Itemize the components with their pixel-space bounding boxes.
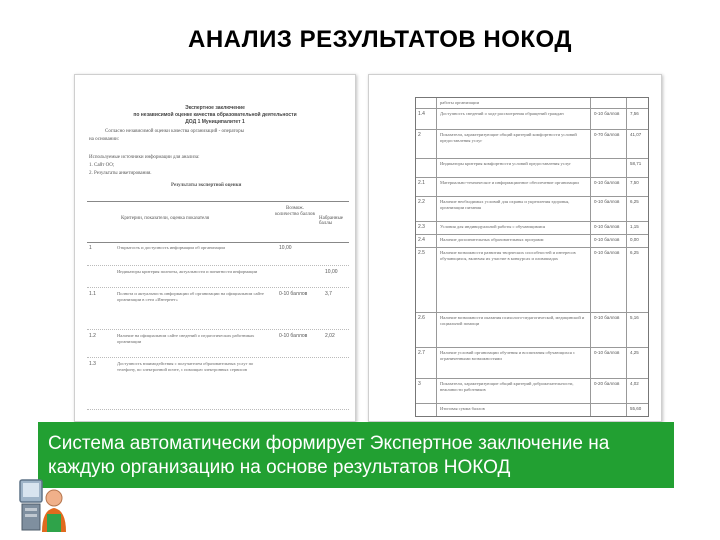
heading-line: Экспертное заключение xyxy=(185,105,245,111)
row-max: 0-10 баллов xyxy=(594,350,620,355)
row-text: Итоговая сумма баллов xyxy=(440,406,485,411)
results-table xyxy=(415,97,649,417)
row-number: 2.4 xyxy=(418,237,425,243)
row-number: 2 xyxy=(418,132,421,138)
header-score: Набранные баллы xyxy=(319,216,344,226)
row-text: Наличие дополнительных образовательных программ xyxy=(440,237,544,242)
row-score: 0,00 xyxy=(630,237,639,242)
row-max: 0-20 баллов xyxy=(594,381,620,386)
table-row xyxy=(87,289,349,330)
row-max: 0-10 баллов xyxy=(594,250,620,255)
document-page-right xyxy=(368,74,662,422)
basis-line: на основании: xyxy=(89,137,120,142)
row-text: Полнота и актуальность информации об организации на официальном сайте организации в сети «Интернет» xyxy=(117,291,264,302)
row-number: 1.1 xyxy=(89,291,96,297)
row-text: работы организации xyxy=(440,100,480,105)
row-number: 2.7 xyxy=(418,350,425,356)
row-number: 2.5 xyxy=(418,250,425,256)
source-item: 2. Результаты анкетирования. xyxy=(89,171,152,176)
table-row xyxy=(416,98,648,109)
source-item: 1. Сайт ОО; xyxy=(89,163,115,168)
row-max: 0-10 баллов xyxy=(594,315,620,320)
row-score: 41,07 xyxy=(630,132,642,137)
row-text: Материально-техническое и информационное обеспечение организации xyxy=(440,180,579,185)
table-row xyxy=(87,267,349,288)
caption-banner xyxy=(38,422,674,488)
row-max: 0-10 баллов xyxy=(594,180,620,185)
row-score: 10,00 xyxy=(325,269,338,275)
table-row xyxy=(416,178,648,197)
row-number: 2.1 xyxy=(418,180,425,186)
table-row xyxy=(416,159,648,178)
heading-line: по независимой оценке качества образовательной деятельности xyxy=(133,112,297,118)
table-row xyxy=(416,197,648,222)
row-number: 2.2 xyxy=(418,199,425,205)
row-score: 4,02 xyxy=(630,381,639,386)
row-score: 2,02 xyxy=(325,333,335,339)
table-row xyxy=(416,222,648,235)
sources-line: Используемые источники информации для анализа: xyxy=(89,155,200,160)
row-text: Открытость и доступность информации об организации xyxy=(117,245,225,250)
row-text: Доступность взаимодействия с получателем образовательных услуг по телефону, по электронной почте, с помощью электронных сервисов xyxy=(117,361,254,372)
table-row xyxy=(416,379,648,404)
row-max: 0-70 баллов xyxy=(594,132,620,137)
table-row xyxy=(87,359,349,410)
row-score: 3,7 xyxy=(325,291,332,297)
table-row xyxy=(416,404,648,415)
row-number: 1.2 xyxy=(89,333,96,339)
row-number: 1.4 xyxy=(418,111,425,117)
row-text: Наличие на официальном сайте сведений о педагогических работниках организации xyxy=(117,333,255,344)
row-text: Наличие возможности развития творческих способностей и интересов обучающихся, включая их участие в конкурсах и олимпиадах xyxy=(440,250,576,261)
row-text: Индикаторы критерия полноты, актуальности и понятности информации xyxy=(117,269,258,274)
row-text: Условия для индивидуальной работы с обучающимися xyxy=(440,224,546,229)
row-max: 10,00 xyxy=(279,245,292,251)
row-text: Наличие условий организации обучения и воспитания обучающихся с ограниченными возможностями xyxy=(440,350,575,361)
heading-line: ДОД 1 Муниципалитет 1 xyxy=(185,119,245,125)
table-row xyxy=(416,348,648,379)
row-number: 2.6 xyxy=(418,315,425,321)
intro-line: Согласно независимой оценки качества организаций - операторы xyxy=(105,129,244,134)
row-max: 0-10 баллов xyxy=(594,199,620,204)
row-text: Показатели, характеризующие общий критерий доброжелательности, вежливости работников xyxy=(440,381,574,392)
table-row xyxy=(416,130,648,159)
row-text: Наличие необходимых условий для охраны и укрепления здоровья, организации питания xyxy=(440,199,570,210)
caption-text: Система автоматически формирует Экспертное заключение на каждую организацию на основе результатов НОКОД xyxy=(48,433,610,478)
row-max: 0-10 баллов xyxy=(594,224,620,229)
table-header xyxy=(87,201,349,243)
row-max: 0-10 баллов xyxy=(594,111,620,116)
row-text: Доступность сведений о ходе рассмотрения обращений граждан xyxy=(440,111,564,116)
row-score: 55,60 xyxy=(630,406,642,411)
results-heading: Результаты экспертной оценки xyxy=(171,183,242,188)
header-criteria: Критерии, показатели, оценка показателя xyxy=(121,216,210,221)
row-score: 5,16 xyxy=(630,315,639,320)
row-max: 0-10 баллов xyxy=(279,291,308,297)
document-heading xyxy=(75,105,355,126)
table-row xyxy=(416,109,648,130)
row-text: Наличие возможности оказания психолого-педагогической, медицинской и социальной помощи xyxy=(440,315,585,326)
row-number: 1 xyxy=(89,245,92,251)
row-number: 3 xyxy=(418,381,421,387)
row-score: 6,25 xyxy=(630,199,639,204)
row-text: Индикаторы критерия комфортности условий предоставления услуг xyxy=(440,161,572,166)
person-computer-icon xyxy=(18,478,70,534)
table-row xyxy=(416,248,648,313)
row-score: 7,50 xyxy=(630,180,639,185)
row-number: 1.3 xyxy=(89,361,96,367)
table-row xyxy=(87,331,349,358)
row-score: 4,25 xyxy=(630,350,639,355)
row-score: 1,15 xyxy=(630,224,639,229)
row-score: 7,56 xyxy=(630,111,639,116)
table-row xyxy=(87,243,349,266)
table-row xyxy=(416,313,648,348)
row-max: 0-10 баллов xyxy=(594,237,620,242)
table-row xyxy=(416,235,648,248)
row-max: 0-10 баллов xyxy=(279,333,308,339)
row-text: Показатели, характеризующие общий критерий комфортности условий предоставления услуг xyxy=(440,132,577,143)
header-max: Возмож. количество баллов xyxy=(275,206,315,217)
page-title: АНАЛИЗ РЕЗУЛЬТАТОВ НОКОД xyxy=(187,26,572,53)
document-page-left xyxy=(74,74,356,422)
row-score: 6,25 xyxy=(630,250,639,255)
row-number: 2.3 xyxy=(418,224,425,230)
row-score: 58,71 xyxy=(630,161,642,166)
